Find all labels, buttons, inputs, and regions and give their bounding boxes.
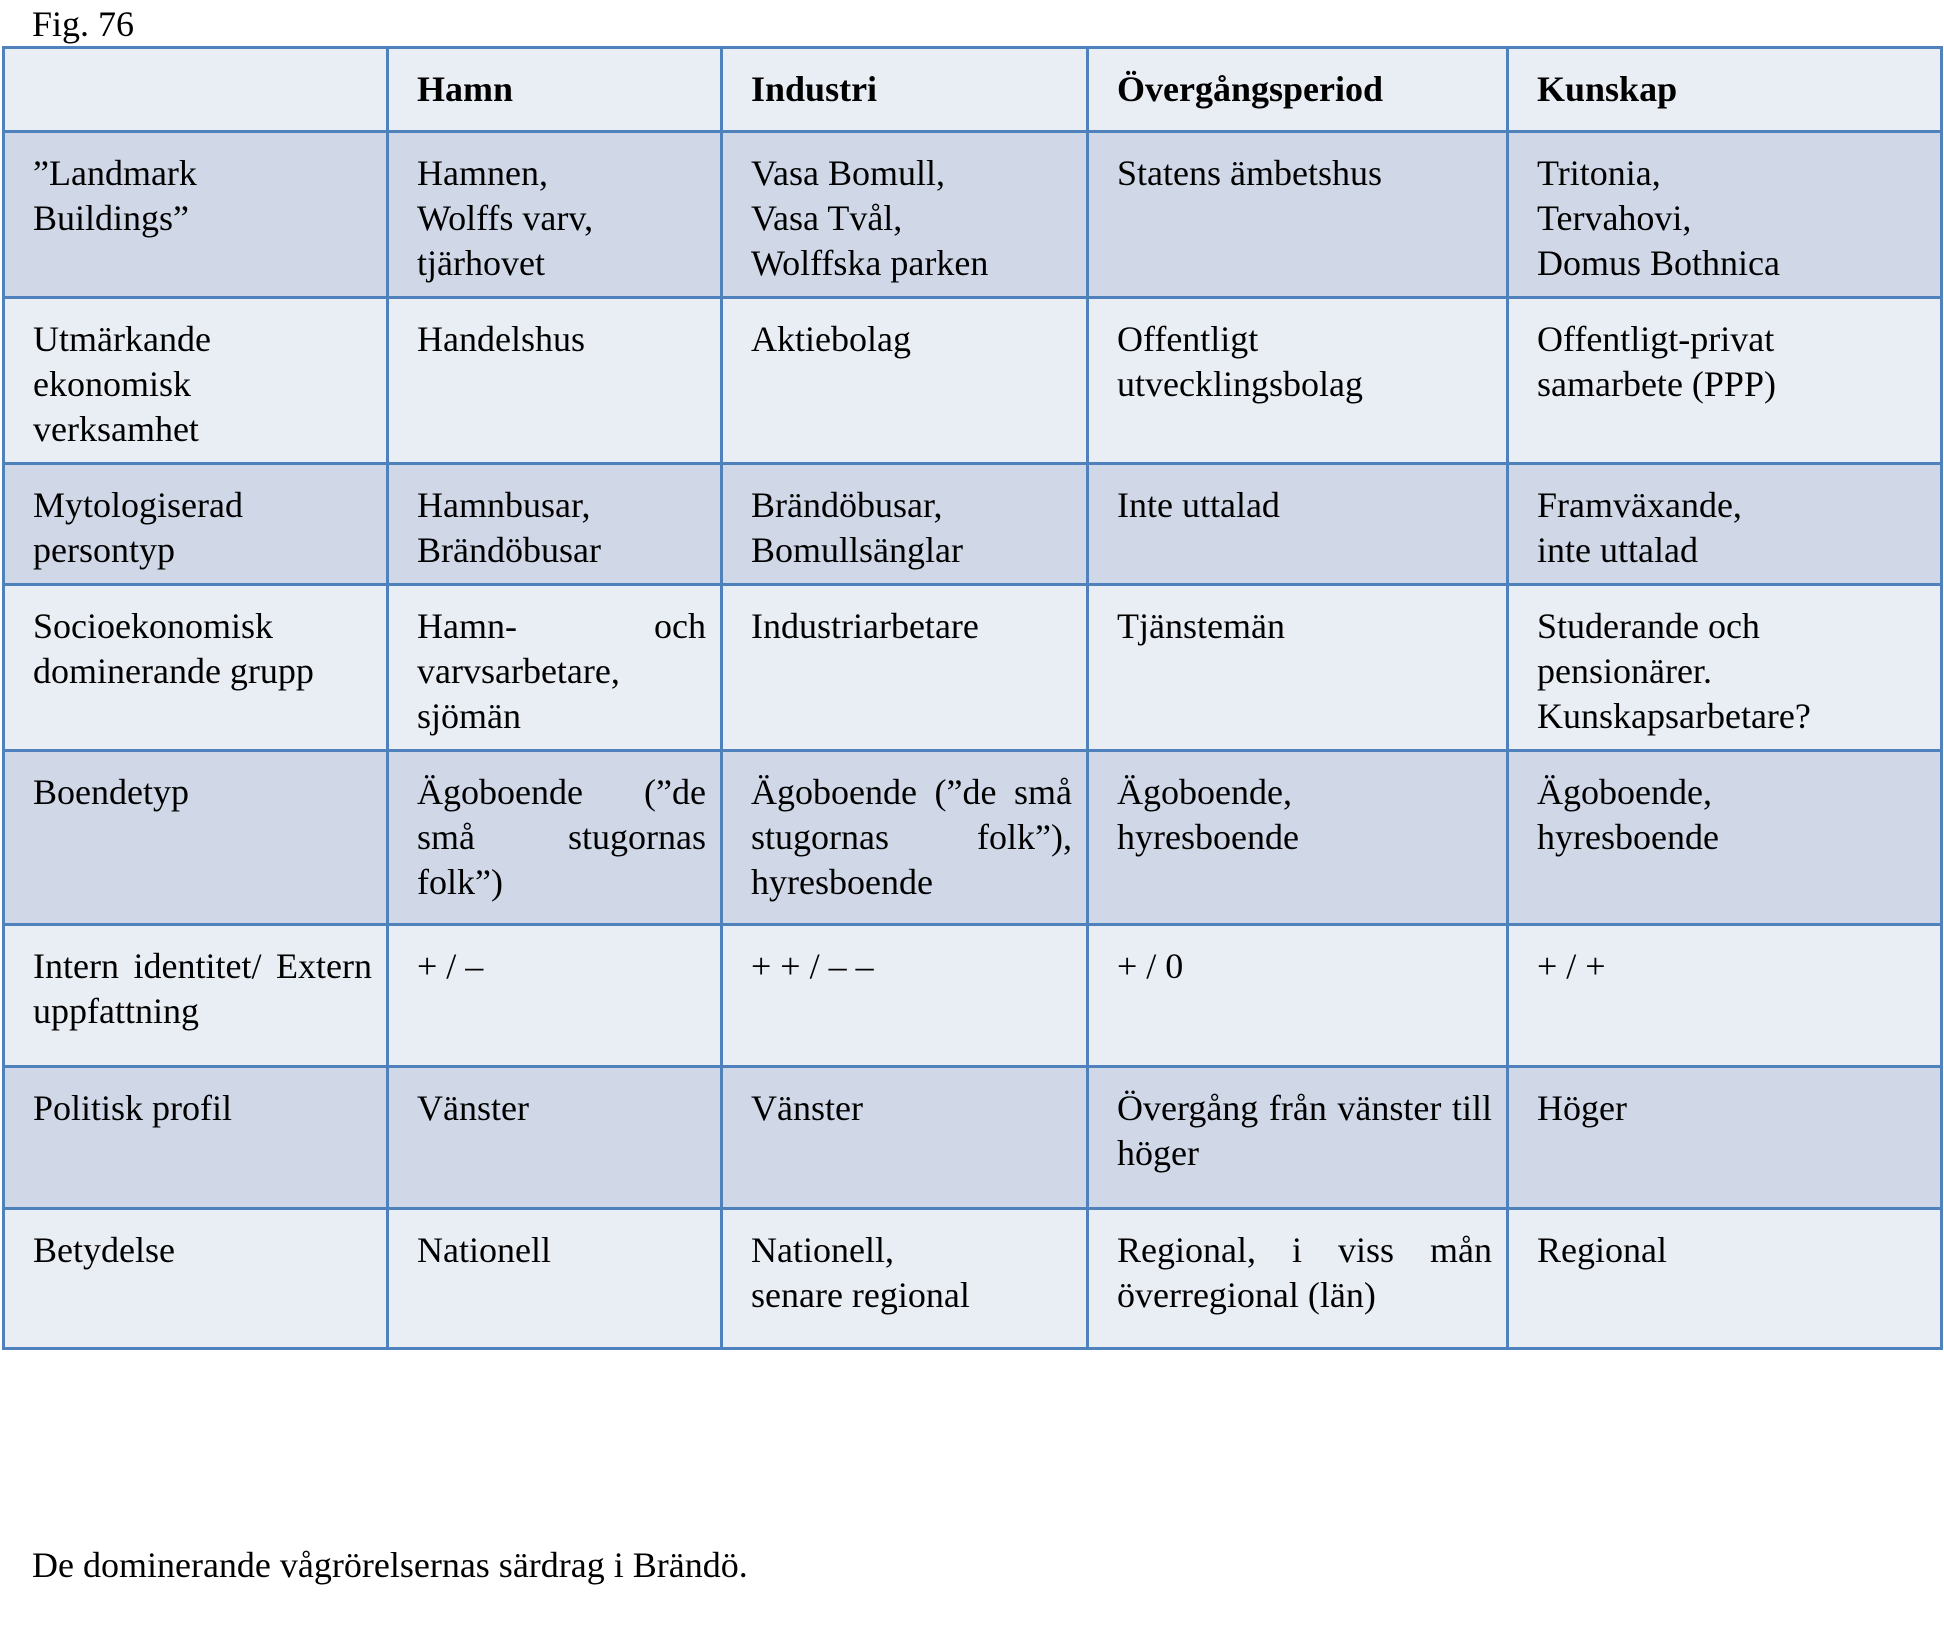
cell-line: + / – [417,946,484,986]
cell-line: + / + [1537,946,1606,986]
row-label-cell [4,298,388,464]
figure-label: Fig. 76 [32,4,135,44]
cell-line: hyresboende [1537,817,1719,857]
cell-line: inte uttalad [1537,530,1698,570]
table-cell [722,464,1088,585]
row-label-cell [4,751,388,925]
table-row [4,585,1942,751]
cell-line: senare regional [751,1275,970,1315]
cell-line: Hamnen, [417,153,548,193]
table-cell [1088,298,1508,464]
table-cell [722,298,1088,464]
table-cell [1088,132,1508,298]
table-cell [388,1209,722,1349]
row-label-cell [4,1067,388,1209]
cell-line: + + / – – [751,946,874,986]
table-cell [1508,585,1942,751]
cell-line: Regional [1537,1230,1667,1270]
table-row [4,298,1942,464]
table-cell [1508,298,1942,464]
table-cell [722,585,1088,751]
table-row [4,464,1942,585]
cell-line: Vasa Tvål, [751,198,903,238]
table-cell [722,1209,1088,1349]
table-cell [388,925,722,1067]
cell-line: Höger [1537,1088,1627,1128]
table-cell [1088,925,1508,1067]
table-row [4,1209,1942,1349]
cell-line: Vasa Bomull, [751,153,945,193]
cell-line: Betydelse [33,1230,175,1270]
cell-line: Handelshus [417,319,585,359]
cell-line: Tervahovi, [1537,198,1692,238]
table-cell [1508,925,1942,1067]
cell-line: + / 0 [1117,946,1184,986]
header-cell-overgangsperiod: Övergångsperiod [1088,48,1508,132]
cell-line: Tjänstemän [1117,606,1285,646]
cell-line: Inte uttalad [1117,485,1280,525]
cell-line: Nationell, [751,1230,894,1270]
table-cell [1088,751,1508,925]
cell-line: tjärhovet [417,243,545,283]
cell-line: Wolffska parken [751,243,989,283]
table-cell [388,132,722,298]
table-cell [1508,751,1942,925]
table-row [4,751,1942,925]
table-cell [1088,585,1508,751]
cell-line: Bomullsänglar [751,530,963,570]
table-cell: Hamn- och varvsarbetare, sjömän [388,585,722,751]
table-cell [722,925,1088,1067]
cell-line: ”Landmark [33,153,197,193]
cell-line: Offentligt [1117,319,1259,359]
cell-line: Brändöbusar, [751,485,943,525]
cell-line: Utmärkande [33,319,211,359]
cell-line: dominerande grupp [33,651,314,691]
row-label-cell [4,464,388,585]
cell-line: Kunskapsarbetare? [1537,696,1811,736]
cell-line: pensionärer. [1537,651,1712,691]
cell-line: Studerande och [1537,606,1760,646]
cell-line: Socioekonomisk [33,606,273,646]
cell-line: samarbete (PPP) [1537,364,1776,404]
table-header-row [4,48,1942,132]
cell-line: Ägoboende, [1117,772,1292,812]
header-cell-kunskap: Kunskap [1508,48,1942,132]
table-cell [1088,464,1508,585]
cell-line: Politisk profil [33,1088,233,1128]
table-cell [388,464,722,585]
cell-line: Hamnbusar, [417,485,591,525]
table-cell [1508,464,1942,585]
table-cell [1508,1067,1942,1209]
table-cell: Övergång från vänster till höger [1088,1067,1508,1209]
row-label-cell [4,585,388,751]
cell-line: Framväxande, [1537,485,1742,525]
table-cell [722,1067,1088,1209]
cell-line: Aktiebolag [751,319,911,359]
table-cell [388,298,722,464]
row-label-cell [4,1209,388,1349]
cell-line: Boendetyp [33,772,189,812]
table-cell [388,1067,722,1209]
row-label-cell [4,132,388,298]
table-cell [1508,1209,1942,1349]
cell-line: Tritonia, [1537,153,1661,193]
cell-line: verksamhet [33,409,199,449]
cell-line: Statens ämbetshus [1117,153,1382,193]
cell-line: Nationell [417,1230,551,1270]
table-row [4,1067,1942,1209]
table-row [4,132,1942,298]
comparison-table [2,46,1943,1350]
table-cell: Ägoboende (”de små stugornas folk”), hyresboende [722,751,1088,925]
table-row [4,925,1942,1067]
cell-line: utvecklingsbolag [1117,364,1363,404]
cell-line: Vänster [417,1088,529,1128]
cell-line: ekonomisk [33,364,191,404]
row-label-cell: Intern identitet/ Extern uppfattning [4,925,388,1067]
cell-line: hyresboende [1117,817,1299,857]
cell-line: Vänster [751,1088,863,1128]
cell-line: Brändöbusar [417,530,601,570]
cell-line: Domus Bothnica [1537,243,1780,283]
table-cell [722,132,1088,298]
cell-line: Industriarbetare [751,606,979,646]
table-cell [1508,132,1942,298]
cell-line: Buildings” [33,198,190,238]
cell-line: persontyp [33,530,175,570]
header-cell-hamn: Hamn [388,48,722,132]
header-cell-industri: Industri [722,48,1088,132]
cell-line: Wolffs varv, [417,198,594,238]
figure-caption: De dominerande vågrörelsernas särdrag i Brändö. [32,1545,748,1585]
cell-line: Offentligt-privat [1537,319,1775,359]
table-cell: Regional, i viss mån överregional (län) [1088,1209,1508,1349]
table-cell: Ägoboende (”de små stugornas folk”) [388,751,722,925]
cell-line: Mytologiserad [33,485,243,525]
header-cell-empty [4,48,388,132]
cell-line: Ägoboende, [1537,772,1712,812]
